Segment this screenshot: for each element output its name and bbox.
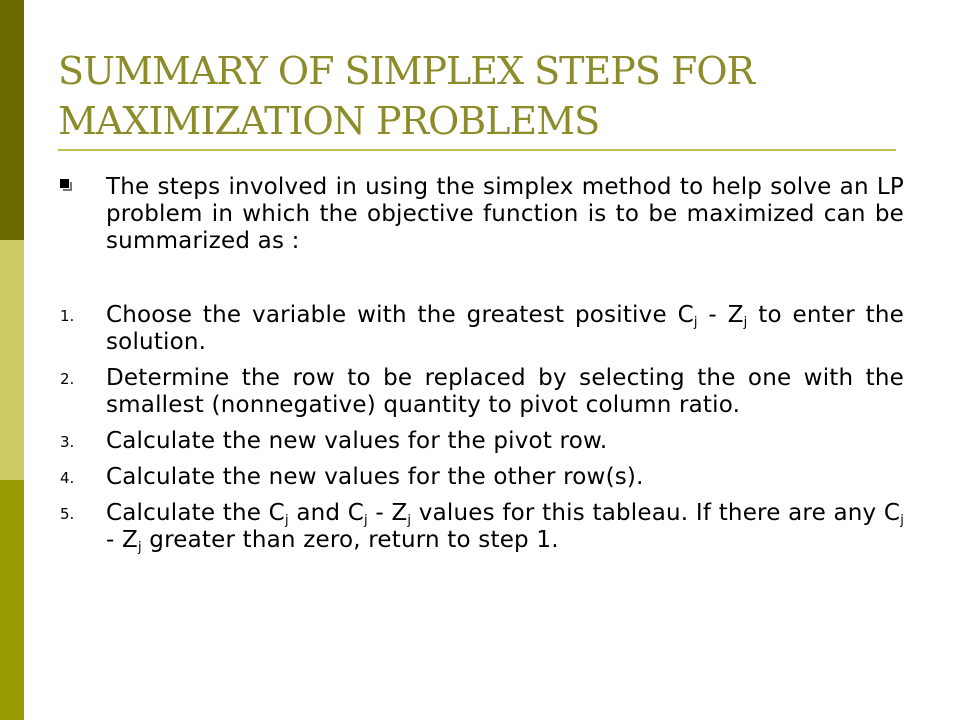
step-text: Determine the row to be replaced by selecting the one with the smallest (nonnegative) quantity to pivot column ratio. xyxy=(106,365,904,418)
steps-list xyxy=(60,302,904,563)
left-bar-segment-middle xyxy=(0,240,24,480)
step-text: Choose the variable with the greatest positive $C_j - Z_j$ to enter the solution. xyxy=(106,302,904,355)
step-item xyxy=(60,365,904,419)
step-item xyxy=(60,500,904,554)
step-number: 1. xyxy=(60,307,75,325)
step-number: 2. xyxy=(60,370,75,388)
step-number: 4. xyxy=(60,469,75,487)
slide-title xyxy=(58,46,918,146)
step-number: 5. xyxy=(60,505,75,523)
left-color-bar xyxy=(0,0,24,720)
square-bullet-icon xyxy=(60,179,72,191)
title-underline xyxy=(58,149,896,151)
step-text: Calculate the $C_j$ and $C_j - Z_j$ values for this tableau. If there are any $C_j - Z_j$ greater than zero, return to step 1. xyxy=(106,500,904,555)
step-item xyxy=(60,302,904,356)
slide-title-line-1: SUMMARY OF SIMPLEX STEPS FOR xyxy=(58,49,755,93)
left-bar-segment-bottom xyxy=(0,480,24,720)
step-number: 3. xyxy=(60,433,75,451)
left-bar-segment-top xyxy=(0,0,24,240)
intro-text: The steps involved in using the simplex method to help solve an LP problem in which the objective function is to be maximized can be summarized as : xyxy=(106,174,904,254)
step-item xyxy=(60,428,904,455)
step-text: Calculate the new values for the pivot row. xyxy=(106,428,608,454)
slide-title-line-2: MAXIMIZATION PROBLEMS xyxy=(58,99,600,143)
step-item xyxy=(60,464,904,491)
step-text: Calculate the new values for the other row(s). xyxy=(106,464,644,490)
intro-bullet xyxy=(60,174,904,255)
